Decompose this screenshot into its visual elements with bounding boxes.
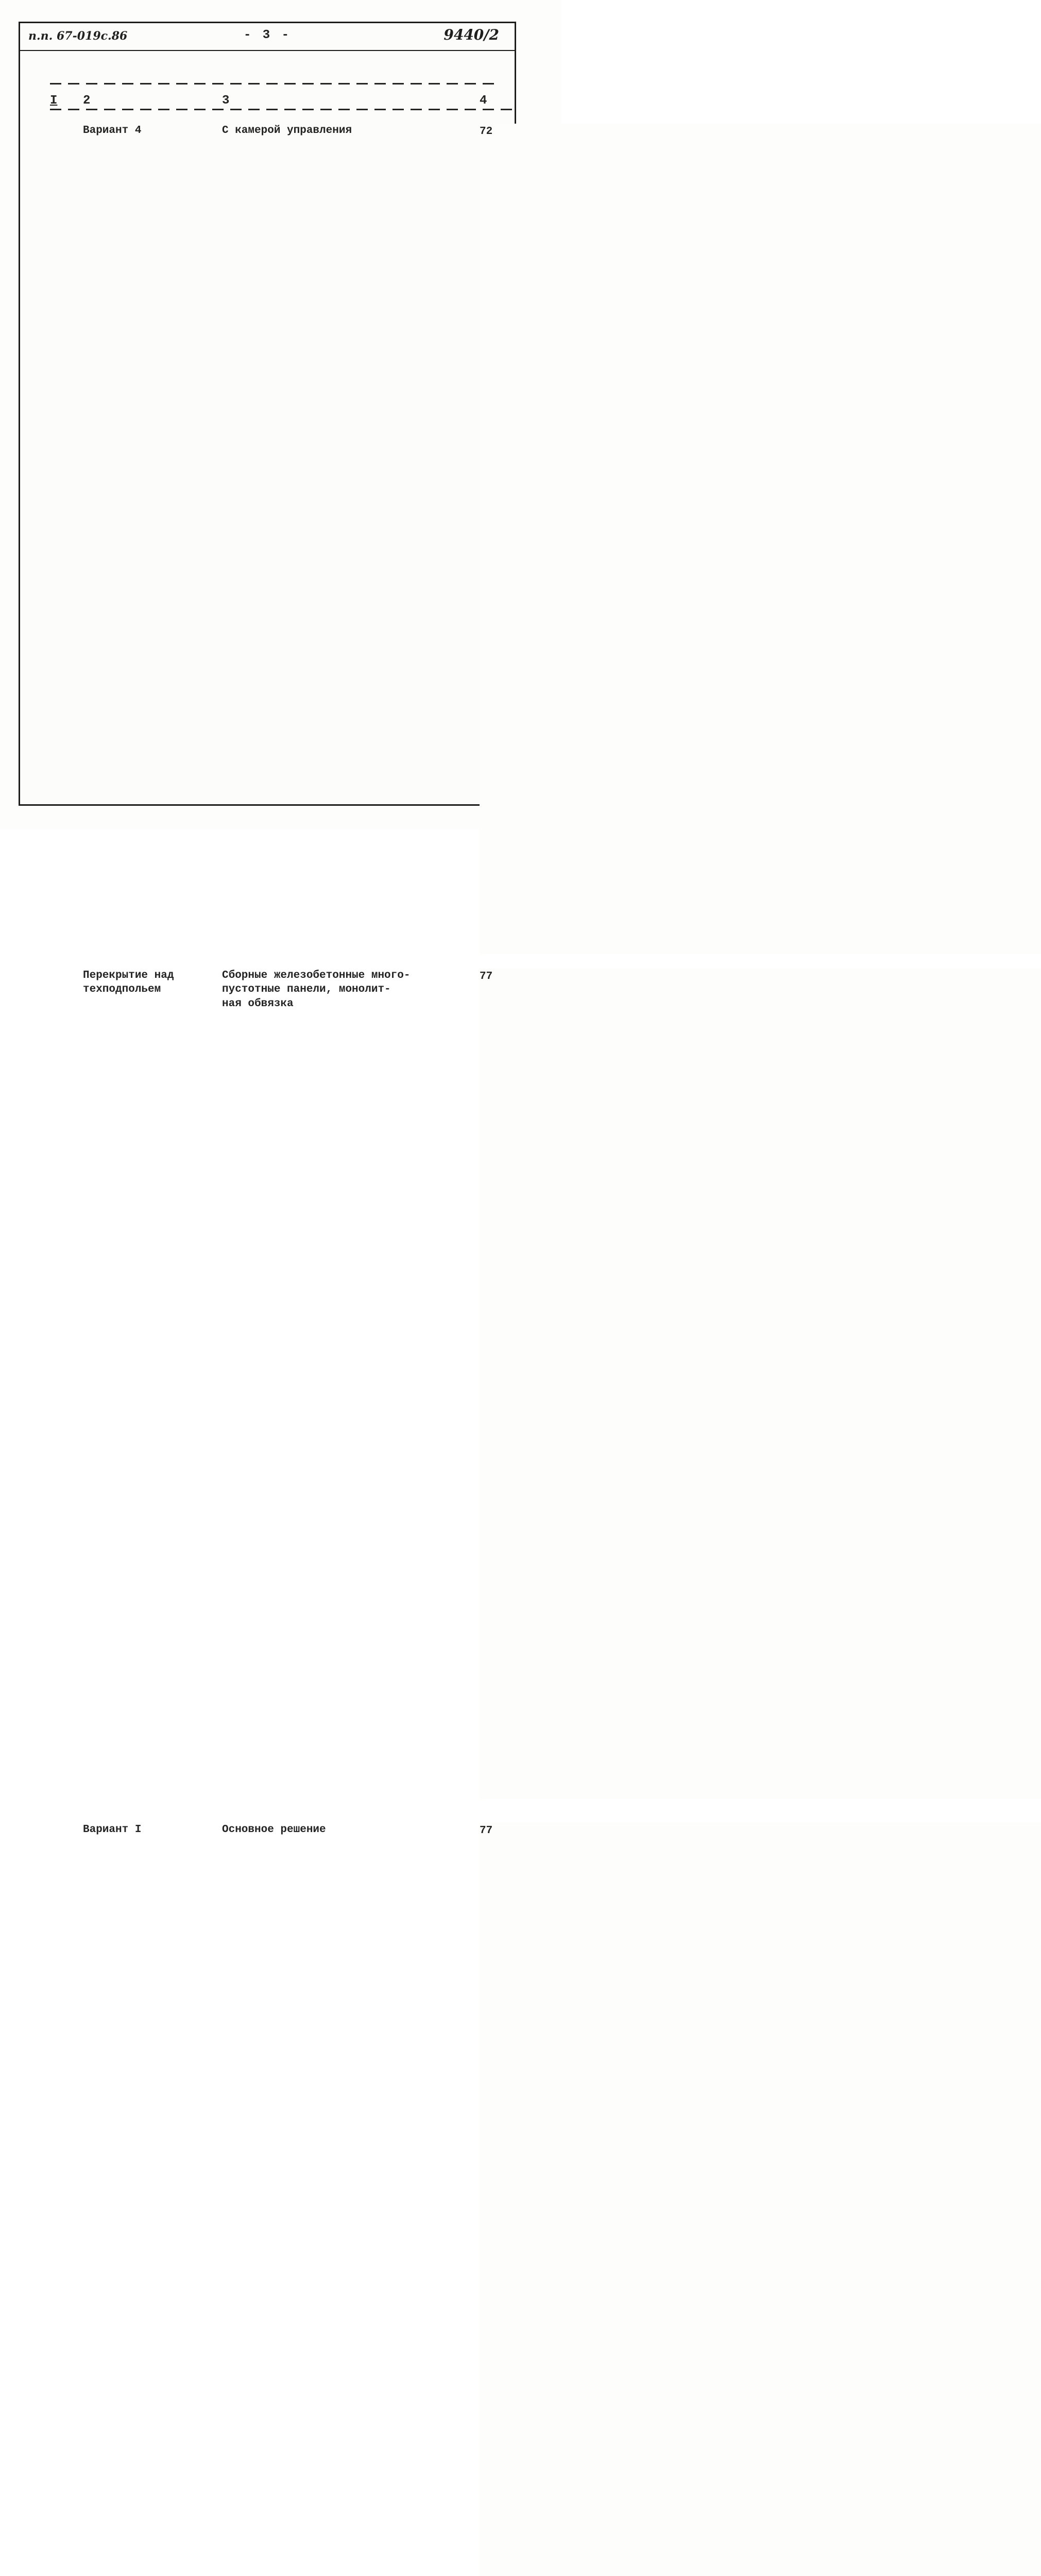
row-name: Вариант I (83, 1824, 142, 1836)
document-reference: 9440/2 (443, 26, 499, 43)
table-rows (50, 124, 504, 2576)
document-code: п.п. 67-019с.86 (28, 29, 128, 43)
row-page: 77 (480, 1823, 1041, 2576)
page-header (20, 23, 515, 51)
row-description: Сборные железобетонные много- пустотные панели, монолит- ная обвязка (222, 970, 411, 1010)
page-number: - 3 - (243, 28, 292, 42)
column-header-3: 3 (222, 94, 230, 108)
table-of-contents (20, 94, 515, 2576)
column-header-4: 4 (480, 94, 487, 108)
scanned-document-page (0, 0, 561, 1837)
table-row (50, 1823, 504, 2576)
table-row (50, 969, 504, 1799)
page-border-frame (19, 22, 516, 1837)
row-page: 72 (480, 124, 1041, 954)
table-row (50, 124, 504, 954)
dashed-rule-top (50, 83, 494, 84)
column-header-2: 2 (83, 94, 91, 108)
row-description: Основное решение (222, 1824, 326, 1836)
row-page: 77 (480, 969, 1041, 1799)
row-name: Перекрытие над техподпольем (83, 970, 174, 996)
column-header-1: I (50, 94, 58, 108)
dashed-rule-under-headers (50, 109, 514, 110)
row-description: С камерой управления (222, 125, 352, 137)
row-name: Вариант 4 (83, 125, 142, 137)
column-header-row (50, 94, 504, 108)
